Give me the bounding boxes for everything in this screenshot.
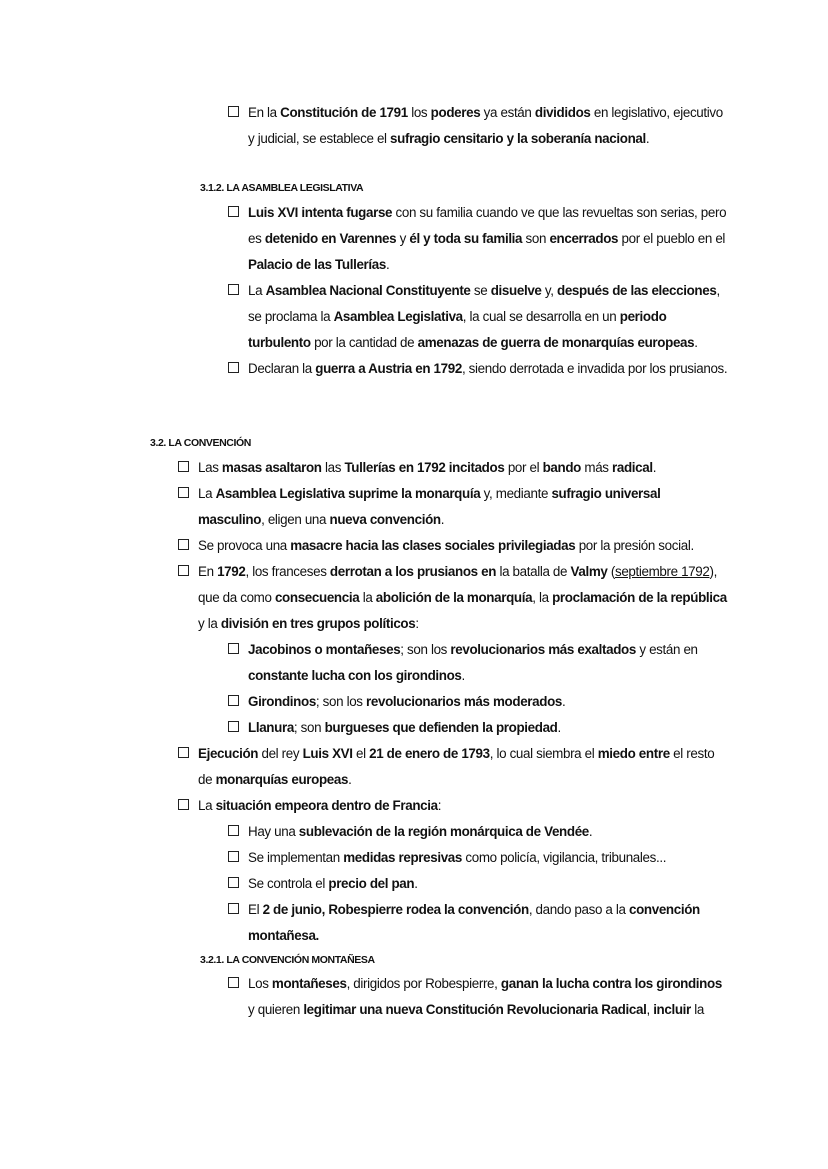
text-run: por el bbox=[504, 460, 543, 475]
text-run: Palacio de las Tullerías bbox=[248, 257, 386, 272]
text-run: división en tres grupos políticos bbox=[220, 616, 416, 631]
text-run: consecuencia bbox=[274, 590, 360, 605]
text-run: Luis XVI bbox=[302, 746, 353, 761]
text-run: sufragio universal masculino bbox=[198, 486, 661, 527]
text-run: 2 de junio, Robespierre rodea la convención bbox=[262, 902, 529, 917]
text-run: Se controla el bbox=[248, 876, 329, 891]
text-run: Girondinos bbox=[248, 694, 316, 709]
text-run: y, bbox=[541, 283, 557, 298]
text-run: : bbox=[437, 798, 442, 813]
text-run: Llanura bbox=[248, 720, 294, 735]
text-run: masas asaltaron bbox=[221, 460, 322, 475]
checkbox[interactable] bbox=[228, 643, 239, 654]
item-text bbox=[198, 481, 730, 533]
text-run: legitimar una nueva Constitución Revolucionaria Radical bbox=[303, 1002, 647, 1017]
item-text bbox=[198, 455, 656, 481]
section-heading-3-2: 3.2. LA CONVENCIÓN bbox=[150, 437, 251, 449]
item-text bbox=[248, 715, 561, 741]
checklist-item-masas-asaltaron bbox=[178, 455, 730, 481]
text-run: , se proclama la bbox=[248, 283, 720, 324]
text-run: guerra a Austria en 1792 bbox=[315, 361, 462, 376]
checklist-item-girondinos bbox=[228, 689, 728, 715]
text-run: La bbox=[198, 798, 216, 813]
checklist-item-situacion-empeora bbox=[178, 793, 730, 819]
text-run: disuelve bbox=[490, 283, 542, 298]
checkbox[interactable] bbox=[178, 461, 189, 472]
text-run: En bbox=[198, 564, 218, 579]
text-run: derrotan a los prusianos en bbox=[329, 564, 497, 579]
text-run: Asamblea Nacional Constituyente bbox=[265, 283, 471, 298]
text-run: precio del pan bbox=[328, 876, 415, 891]
text-run: por el pueblo en el bbox=[618, 231, 726, 246]
text-run: miedo entre bbox=[597, 746, 670, 761]
text-run: , la cual se desarrolla en un bbox=[462, 309, 620, 324]
checkbox[interactable] bbox=[178, 747, 189, 758]
text-run: la bbox=[359, 590, 376, 605]
text-run: por la presión social. bbox=[575, 538, 694, 553]
text-run: Las bbox=[198, 460, 222, 475]
text-run: revolucionarios más moderados bbox=[366, 694, 563, 709]
text-run: . bbox=[645, 131, 650, 146]
text-run: burgueses que defienden la propiedad bbox=[324, 720, 558, 735]
text-run: ya están bbox=[480, 105, 535, 120]
checkbox[interactable] bbox=[228, 825, 239, 836]
checklist-item-montaneses-ganan bbox=[228, 971, 728, 1023]
text-run: poderes bbox=[430, 105, 481, 120]
checkbox[interactable] bbox=[228, 362, 239, 373]
text-run: las bbox=[321, 460, 345, 475]
text-run: divididos bbox=[534, 105, 591, 120]
checkbox[interactable] bbox=[228, 284, 239, 295]
item-text bbox=[248, 100, 728, 152]
text-run: . bbox=[562, 694, 566, 709]
checklist-item-precio-pan bbox=[228, 871, 728, 897]
text-run: ; son los bbox=[315, 694, 367, 709]
text-run: , dirigidos por Robespierre, bbox=[346, 976, 501, 991]
text-run: situación empeora dentro de Francia bbox=[215, 798, 438, 813]
checklist-item-asamblea-disuelve bbox=[228, 278, 728, 356]
text-run: Constitución de 1791 bbox=[280, 105, 408, 120]
text-run: Se provoca una bbox=[198, 538, 291, 553]
checkbox[interactable] bbox=[228, 877, 239, 888]
text-run: 21 de enero de 1793 bbox=[369, 746, 490, 761]
text-run: . bbox=[440, 512, 445, 527]
text-run: . bbox=[694, 335, 698, 350]
text-run: el resto de bbox=[198, 746, 715, 787]
checkbox[interactable] bbox=[228, 721, 239, 732]
text-run: y la bbox=[198, 616, 221, 631]
text-run: él y toda su familia bbox=[409, 231, 523, 246]
text-run: amenazas de guerra de monarquías europeas bbox=[417, 335, 695, 350]
text-run: Los bbox=[248, 976, 272, 991]
text-run: en legislativo, ejecutivo y judicial, se establece el bbox=[248, 105, 723, 146]
text-run: como policía, vigilancia, tribunales... bbox=[462, 850, 667, 865]
text-run: La bbox=[198, 486, 216, 501]
text-run: Luis XVI intenta fugarse bbox=[248, 205, 393, 220]
text-run: Valmy bbox=[570, 564, 608, 579]
text-run: Hay una bbox=[248, 824, 299, 839]
text-run: sublevación de la región monárquica de Vendée bbox=[298, 824, 589, 839]
item-text bbox=[248, 689, 565, 715]
checklist-item-ejecucion bbox=[178, 741, 730, 793]
item-text bbox=[248, 278, 728, 356]
text-run: medidas represivas bbox=[343, 850, 462, 865]
text-run: incluir bbox=[653, 1002, 691, 1017]
text-run: detenido en Varennes bbox=[264, 231, 397, 246]
text-run: Jacobinos o montañeses bbox=[248, 642, 401, 657]
checklist-item-vendee bbox=[228, 819, 728, 845]
item-text bbox=[198, 559, 730, 637]
text-run: del rey bbox=[258, 746, 303, 761]
checklist-item-jacobinos bbox=[228, 637, 728, 689]
item-text bbox=[248, 356, 727, 382]
checkbox[interactable] bbox=[228, 977, 239, 988]
text-run: La bbox=[248, 283, 266, 298]
text-run: , dando paso a la bbox=[528, 902, 629, 917]
checklist-item-guerra-austria bbox=[228, 356, 728, 382]
text-run: . bbox=[557, 720, 561, 735]
text-run: abolición de la monarquía bbox=[375, 590, 533, 605]
text-run: , eligen una bbox=[261, 512, 330, 527]
item-text bbox=[198, 533, 694, 559]
text-run: : bbox=[415, 616, 419, 631]
text-run: y quieren bbox=[248, 1002, 304, 1017]
item-text bbox=[248, 819, 592, 845]
item-text bbox=[198, 793, 441, 819]
text-run: por la cantidad de bbox=[310, 335, 418, 350]
section-heading-3-1-2: 3.1.2. LA ASAMBLEA LEGISLATIVA bbox=[200, 182, 364, 194]
checkbox[interactable] bbox=[228, 903, 239, 914]
text-run: ganan la lucha contra los girondinos bbox=[500, 976, 722, 991]
checklist-item-masacre bbox=[178, 533, 730, 559]
checkbox[interactable] bbox=[228, 851, 239, 862]
text-run: masacre hacia las clases sociales privilegiadas bbox=[290, 538, 576, 553]
text-run: monarquías europeas bbox=[215, 772, 349, 787]
text-run: Tullerías en 1792 incitados bbox=[344, 460, 505, 475]
text-run: . bbox=[414, 876, 418, 891]
text-run: Declaran la bbox=[248, 361, 316, 376]
text-run: , bbox=[646, 1002, 654, 1017]
text-run: , siendo derrotada e invadida por los prusianos. bbox=[461, 361, 728, 376]
checkbox[interactable] bbox=[178, 799, 189, 810]
text-run: . bbox=[461, 668, 465, 683]
checklist-item-constitucion-1791 bbox=[228, 100, 728, 152]
text-run: ; son los bbox=[400, 642, 451, 657]
item-text bbox=[248, 200, 728, 278]
text-run: montañeses bbox=[271, 976, 347, 991]
text-run: sufragio censitario y la soberanía nacional bbox=[390, 131, 646, 146]
text-run: ; son bbox=[293, 720, 325, 735]
item-text bbox=[248, 845, 666, 871]
text-run: Asamblea Legislativa suprime la monarquía bbox=[215, 486, 481, 501]
text-run: la bbox=[690, 1002, 705, 1017]
text-run: convención montañesa. bbox=[248, 902, 700, 943]
text-run: , lo cual siembra el bbox=[489, 746, 598, 761]
checkbox[interactable] bbox=[178, 565, 189, 576]
text-run: más bbox=[581, 460, 613, 475]
text-run: encerrados bbox=[549, 231, 619, 246]
text-run: nueva convención bbox=[329, 512, 441, 527]
text-run: ( bbox=[607, 564, 615, 579]
text-run: . bbox=[652, 460, 657, 475]
text-run: proclamación de la república bbox=[552, 590, 727, 605]
checkbox[interactable] bbox=[178, 487, 189, 498]
checkbox[interactable] bbox=[228, 206, 239, 217]
checklist-item-suprime-monarquia bbox=[178, 481, 730, 533]
text-run: El bbox=[248, 902, 263, 917]
checklist-item-luis-xvi-fuga bbox=[228, 200, 728, 278]
text-run: el bbox=[352, 746, 370, 761]
text-run: con su familia cuando ve que las revueltas son serias, pero es bbox=[248, 205, 727, 246]
checkbox[interactable] bbox=[228, 695, 239, 706]
text-run: periodo turbulento bbox=[248, 309, 667, 350]
checklist-item-valmy bbox=[178, 559, 730, 637]
section-heading-3-2-1: 3.2.1. LA CONVENCIÓN MONTAÑESA bbox=[200, 954, 375, 966]
text-run: radical bbox=[612, 460, 653, 475]
text-run: . bbox=[348, 772, 352, 787]
checkbox[interactable] bbox=[178, 539, 189, 550]
text-run: la batalla de bbox=[496, 564, 571, 579]
text-run: Asamblea Legislativa bbox=[333, 309, 463, 324]
text-run: , los franceses bbox=[245, 564, 330, 579]
checklist-item-medidas-represivas bbox=[228, 845, 728, 871]
text-run: bando bbox=[542, 460, 582, 475]
text-run: y, mediante bbox=[480, 486, 552, 501]
item-text bbox=[248, 637, 728, 689]
checklist-item-2-junio bbox=[228, 897, 728, 949]
checkbox[interactable] bbox=[228, 106, 239, 117]
text-run: los bbox=[407, 105, 431, 120]
text-run: . bbox=[385, 257, 390, 272]
text-run: . bbox=[588, 824, 593, 839]
text-run: y bbox=[396, 231, 410, 246]
text-run: revolucionarios más exaltados bbox=[450, 642, 636, 657]
text-run: Se implementan bbox=[248, 850, 344, 865]
text-run: Ejecución bbox=[198, 746, 259, 761]
text-run: , la bbox=[532, 590, 553, 605]
text-run: En la bbox=[248, 105, 281, 120]
text-run: son bbox=[522, 231, 550, 246]
text-run: constante lucha con los girondinos bbox=[248, 668, 462, 683]
checklist-item-llanura bbox=[228, 715, 728, 741]
text-run: después de las elecciones bbox=[556, 283, 717, 298]
text-run: ), que da como bbox=[198, 564, 717, 605]
text-run: se bbox=[470, 283, 491, 298]
item-text bbox=[248, 971, 728, 1023]
text-run: 1792 bbox=[217, 564, 246, 579]
item-text bbox=[198, 741, 730, 793]
text-run: y están en bbox=[635, 642, 698, 657]
text-run: septiembre 1792 bbox=[614, 564, 710, 579]
item-text bbox=[248, 871, 418, 897]
item-text bbox=[248, 897, 728, 949]
